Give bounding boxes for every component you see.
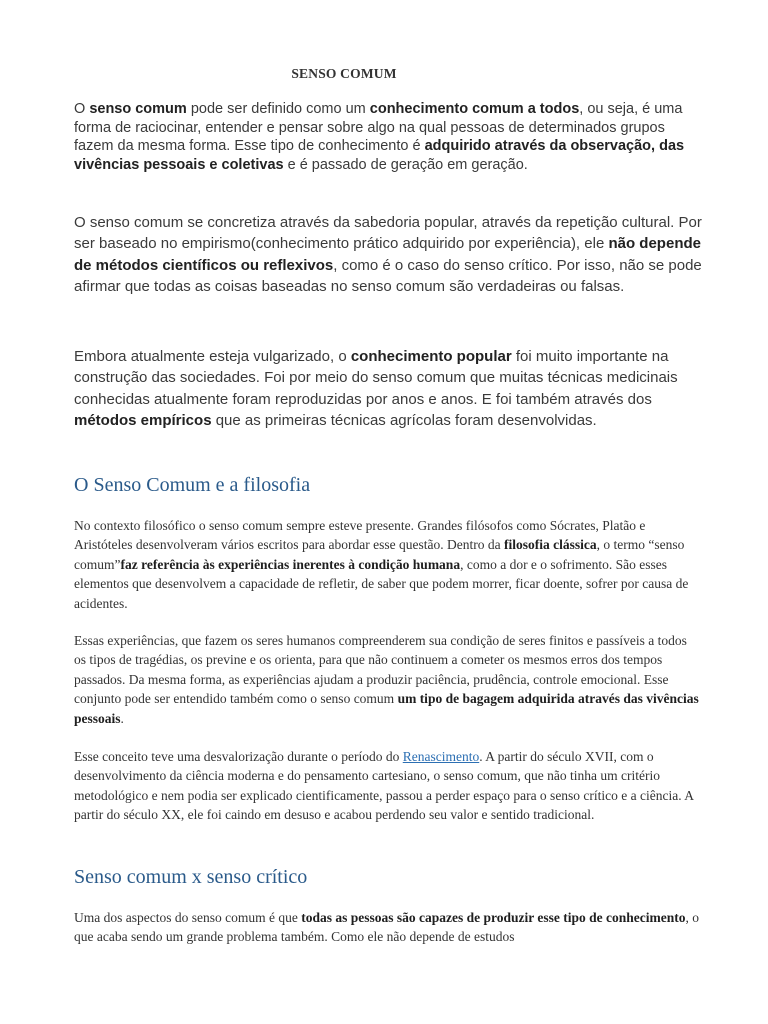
critical-sense-paragraph [74,908,702,947]
body-text: . A partir do século XVII, com o desenvolvimento da ciência moderna e do pensamento cartesiano, o senso comum, que não tinha um critério metodológico e nem podia ser explicado cientificamente, passou a perder espaço para o senso crítico e a ciência. A partir do século XX, ele foi caindo em desuso e acabou perdendo seu valor e sentido tradicional. [74,749,694,823]
philosophy-paragraph-classical [74,516,702,613]
bold-text: filosofia clássica [503,537,597,553]
bold-text: senso comum [89,101,187,117]
bold-text: adquirido através da observação, das vivências pessoais e coletivas [74,138,685,173]
body-text: O [74,101,90,117]
bold-text: não depende de métodos científicos ou reflexivos [74,235,701,274]
section-heading-philosophy: O Senso Comum e a filosofia [74,474,311,496]
renascimento-link[interactable]: Renascimento [402,749,480,764]
section-heading-critical-sense: Senso comum x senso crítico [74,866,308,888]
bold-text: conhecimento comum a todos [369,101,580,117]
body-text: , como é o caso do senso crítico. Por isso, não se pode afirmar que todas as coisas baseadas no senso comum são verdadeiras ou falsas. [74,256,702,295]
body-text: , ou seja, é uma forma de raciocinar, entender e pensar sobre algo na qual pessoas de determinados grupos fazem da mesma forma. Esse tipo de conhecimento é [74,101,683,154]
body-text: Embora atualmente esteja vulgarizado, o [74,348,351,365]
body-text: , como a dor e o sofrimento. São esses elementos que desenvolvem a capacidade de refletir, de saber que podem morrer, ficar doente, sofrer por causa de acidentes. [74,556,689,611]
body-text: O senso comum se concretiza através da sabedoria popular, através da repetição cultural. Por ser baseado no empirismo(conhecimento prático adquirido por experiência), ele [74,214,702,253]
body-text: Essas experiências, que fazem os seres humanos compreenderem sua condição de seres finitos e passíveis a todos os tipos de tragédias, os previne e os orienta, para que não continuem a cometer os mesmos erros dos tempos passados. Da mesma forma, as experiências ajudam a produzir paciência, prudência, controle emocional. Esse conjunto pode ser entendido também como o senso comum [74,633,687,707]
body-text: que as primeiras técnicas agrícolas foram desenvolvidas. [211,411,597,429]
body-text: e é passado de geração em geração. [283,156,528,173]
body-text: Uma dos aspectos do senso comum é que [74,910,302,925]
document-title: SENSO COMUM [291,66,397,81]
intro-paragraph-definition [74,100,702,174]
intro-paragraph-empiricism [74,212,702,297]
philosophy-paragraph-experiences [74,631,702,728]
body-text: Esse conceito teve uma desvalorização durante o período do [74,749,403,764]
body-text: , o que acaba sendo um grande problema também. Como ele não depende de estudos [74,910,699,945]
body-text: , o termo “senso comum” [74,537,685,572]
bold-text: todas as pessoas são capazes de produzir esse tipo de conhecimento [301,910,686,925]
bold-text: um tipo de bagagem adquirida através das vivências pessoais [74,691,699,726]
philosophy-paragraph-renaissance [74,747,702,825]
bold-text: conhecimento popular [350,348,512,365]
body-text: foi muito importante na construção das sociedades. Foi por meio do senso comum que muitas técnicas medicinais conhecidas atualmente foram reproduzidas por anos e anos. E foi também através dos [74,348,678,408]
body-text: pode ser definido como um [186,101,370,117]
bold-text: métodos empíricos [74,411,212,429]
body-text: No contexto filosófico o senso comum sempre esteve presente. Grandes filósofos como Sócrates, Platão e Aristóteles desenvolveram vários escritos para abordar esse questão. Dentro da [74,518,646,553]
bold-text: faz referência às experiências inerentes à condição humana [120,556,461,572]
intro-paragraph-popular-knowledge [74,346,702,431]
body-text: . [120,710,124,726]
